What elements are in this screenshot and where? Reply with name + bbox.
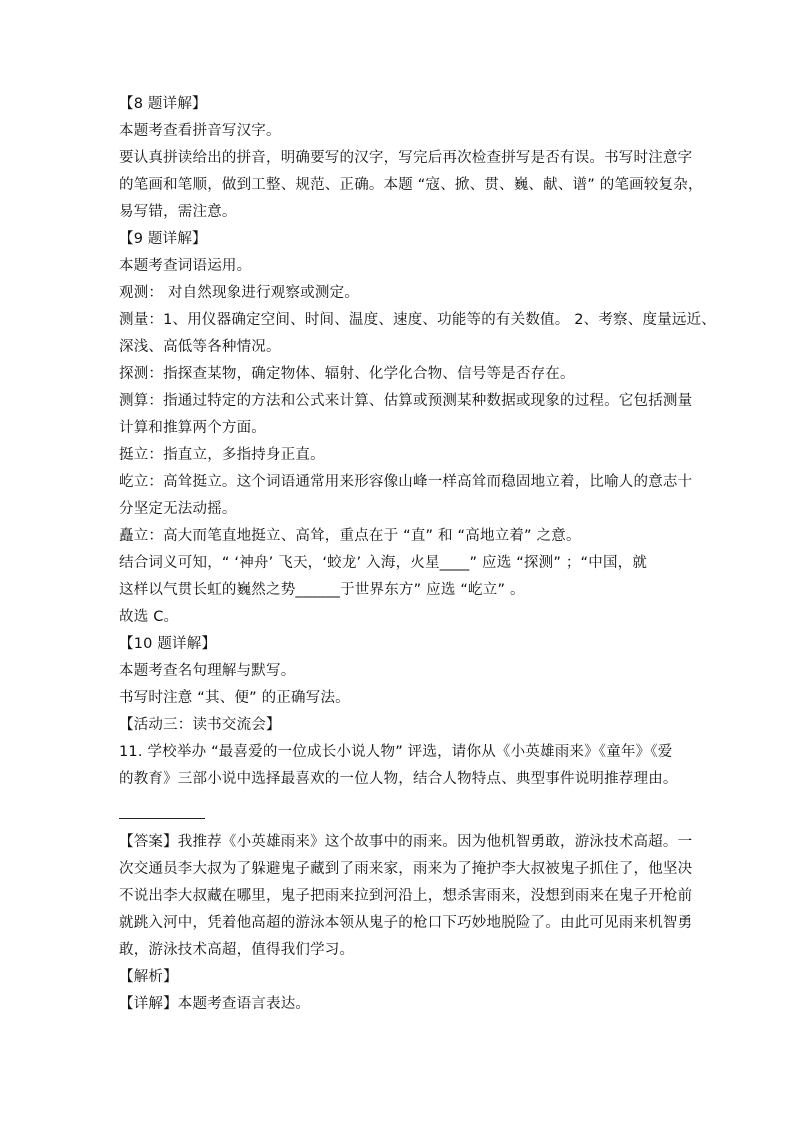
definition-line: 矗立：高大而笔直地挺立、高耸，重点在于 “直” 和 “高地立着” 之意。 bbox=[119, 528, 581, 544]
answer-line: 故选 C。 bbox=[119, 609, 179, 625]
analysis-heading: 【解析】 bbox=[119, 969, 178, 985]
detail-line: 【详解】本题考查语言表达。 bbox=[119, 996, 311, 1012]
definition-line: 计算和推算两个方面。 bbox=[119, 420, 266, 436]
answer-line: 敢，游泳技术高超，值得我们学习。 bbox=[119, 942, 355, 958]
question-line: 的教育》三部小说中选择最喜欢的一位人物，结合人物特点、典型事件说明推荐理由。 bbox=[119, 771, 678, 787]
answer-heading-line: 【答案】我推荐《小英雄雨来》这个故事中的雨来。因为他机智勇敢，游泳技术高超。一 bbox=[119, 834, 693, 850]
paragraph-line: 本题考查词语运用。 bbox=[119, 258, 252, 274]
definition-line: 测算：指通过特定的方法和公式来计算、估算或预测某种数据或现象的过程。它包括测量 bbox=[119, 393, 693, 409]
definition-line: 屹立：高耸挺立。这个词语通常用来形容像山峰一样高耸而稳固地立着，比喻人的意志十 bbox=[119, 474, 693, 490]
paragraph-line: 的笔画和笔顺，做到工整、规范、正确。本题 “寇、掀、贯、巍、献、谱” 的笔画较复杂， bbox=[119, 177, 703, 193]
paragraph-line: 本题考查看拼音写汉字。 bbox=[119, 123, 281, 139]
answer-line: 就跳入河中，凭着他高超的游泳本领从鬼子的枪口下巧妙地脱险了。由此可见雨来机智勇 bbox=[119, 915, 693, 931]
separator-rule bbox=[119, 818, 205, 819]
section-heading-q9: 【9 题详解】 bbox=[119, 231, 207, 247]
paragraph-line: 这样以气贯长虹的巍然之势______于世界东方” 应选 “屹立” 。 bbox=[119, 582, 525, 598]
definition-line: 挺立：指直立，多指持身正直。 bbox=[119, 447, 325, 463]
answer-line: 不说出李大叔藏在哪里，鬼子把雨来拉到河沿上，想杀害雨来，没想到雨来在鬼子开枪前 bbox=[119, 888, 693, 904]
definition-line: 深浅、高低等各种情况。 bbox=[119, 339, 281, 355]
paragraph-line: 易写错，需注意。 bbox=[119, 204, 237, 220]
section-heading-activity3: 【活动三：读书交流会】 bbox=[119, 717, 281, 733]
definition-line: 测量：1、用仪器确定空间、时间、温度、速度、功能等的有关数值。 2、考察、度量远近、 bbox=[119, 312, 716, 328]
section-heading-q10: 【10 题详解】 bbox=[119, 636, 217, 652]
definition-line: 探测：指探查某物，确定物体、辐射、化学化合物、信号等是否存在。 bbox=[119, 366, 575, 382]
paragraph-line: 本题考查名句理解与默写。 bbox=[119, 663, 296, 679]
definition-line: 观测： 对自然现象进行观察或测定。 bbox=[119, 285, 360, 301]
paragraph-line: 要认真拼读给出的拼音，明确要写的汉字，写完后再次检查拼写是否有误。书写时注意字 bbox=[119, 150, 693, 166]
paragraph-line: 结合词义可知，“ ‘神舟’ 飞天，‘蛟龙’ 入海，火星____” 应选 “探测” ；“中国，就 bbox=[119, 555, 648, 571]
answer-line: 次交通员李大叔为了躲避鬼子藏到了雨来家，雨来为了掩护李大叔被鬼子抓住了，他坚决 bbox=[119, 861, 693, 877]
section-heading-q8: 【8 题详解】 bbox=[119, 96, 207, 112]
question-line: 11. 学校举办 “最喜爱的一位成长小说人物” 评选，请你从《小英雄雨来》《童年》《爱 bbox=[119, 744, 673, 760]
definition-line: 分坚定无法动摇。 bbox=[119, 501, 237, 517]
paragraph-line: 书写时注意 “其、便” 的正确写法。 bbox=[119, 690, 350, 706]
